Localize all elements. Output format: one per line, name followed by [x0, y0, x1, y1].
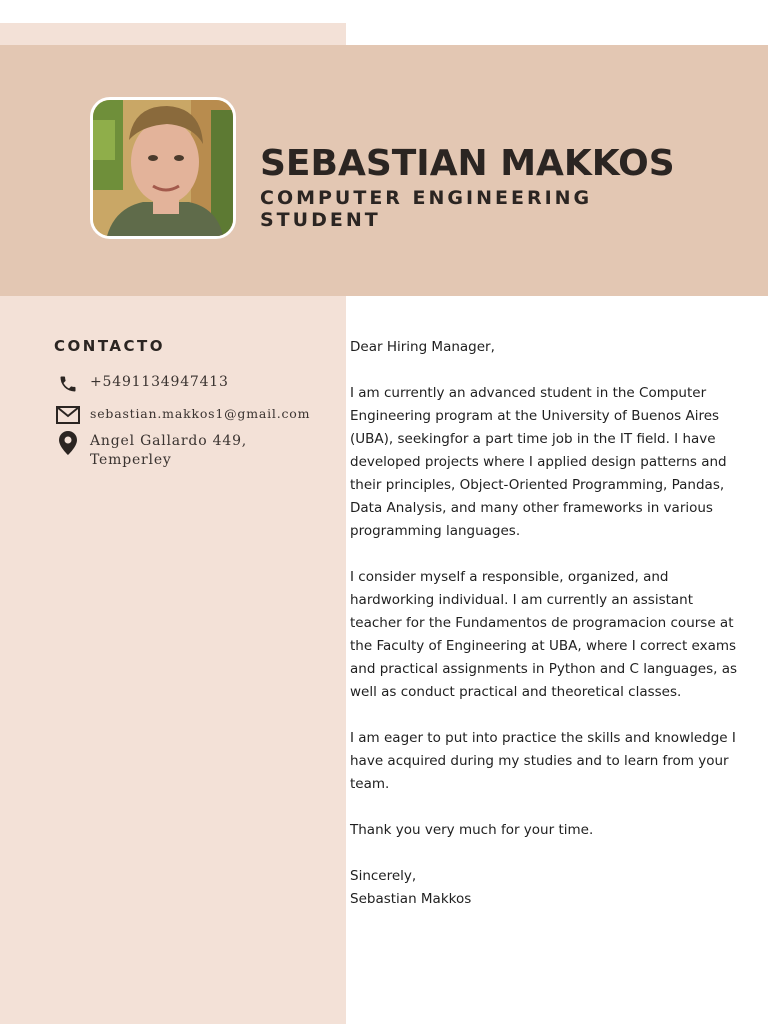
letter-greeting: Dear Hiring Manager, [350, 339, 495, 355]
contact-phone-row [54, 373, 229, 395]
profile-photo-image [93, 100, 233, 236]
letter-paragraph-1: I am currently an advanced student in the Computer Engineering program at the University of Buenos Aires (UBA), seekingfor a part time job in the IT field. I have developed projects where I applied design patterns and their principles, Object-Oriented Programming, Pandas, Data Analysis, and many other frameworks in various programming languages. [350, 385, 727, 539]
mail-icon [54, 404, 82, 426]
contact-email[interactable]: sebastian.makkos1@gmail.com [90, 406, 311, 421]
profile-photo [90, 97, 236, 239]
letter-paragraph-2: I consider myself a responsible, organized, and hardworking individual. I am currently an assistant teacher for the Fundamentos de programacion course at the Faculty of Engineering at UBA, where I correct exams and practical assignments in Python and C languages, as well as conduct practical and theoretical classes. [350, 569, 737, 700]
job-title: COMPUTER ENGINEERING STUDENT [260, 187, 593, 231]
letter-paragraph-3: I am eager to put into practice the skills and knowledge I have acquired during my studies and to learn from your team. [350, 730, 736, 792]
letter-paragraph-4: Thank you very much for your time. [350, 822, 594, 838]
page-title: SEBASTIAN MAKKOS [260, 143, 675, 184]
location-pin-icon [54, 432, 82, 454]
contact-phone[interactable]: +5491134947413 [90, 374, 229, 390]
contact-address: Angel Gallardo 449, Temperley [90, 433, 248, 468]
contact-heading: CONTACTO [54, 337, 165, 355]
cover-letter-body [350, 336, 745, 911]
letter-signature: Sebastian Makkos [350, 891, 472, 907]
contact-email-row [54, 404, 310, 426]
phone-icon [54, 373, 82, 395]
letter-closing: Sincerely, [350, 868, 417, 884]
contact-address-row [54, 432, 290, 470]
